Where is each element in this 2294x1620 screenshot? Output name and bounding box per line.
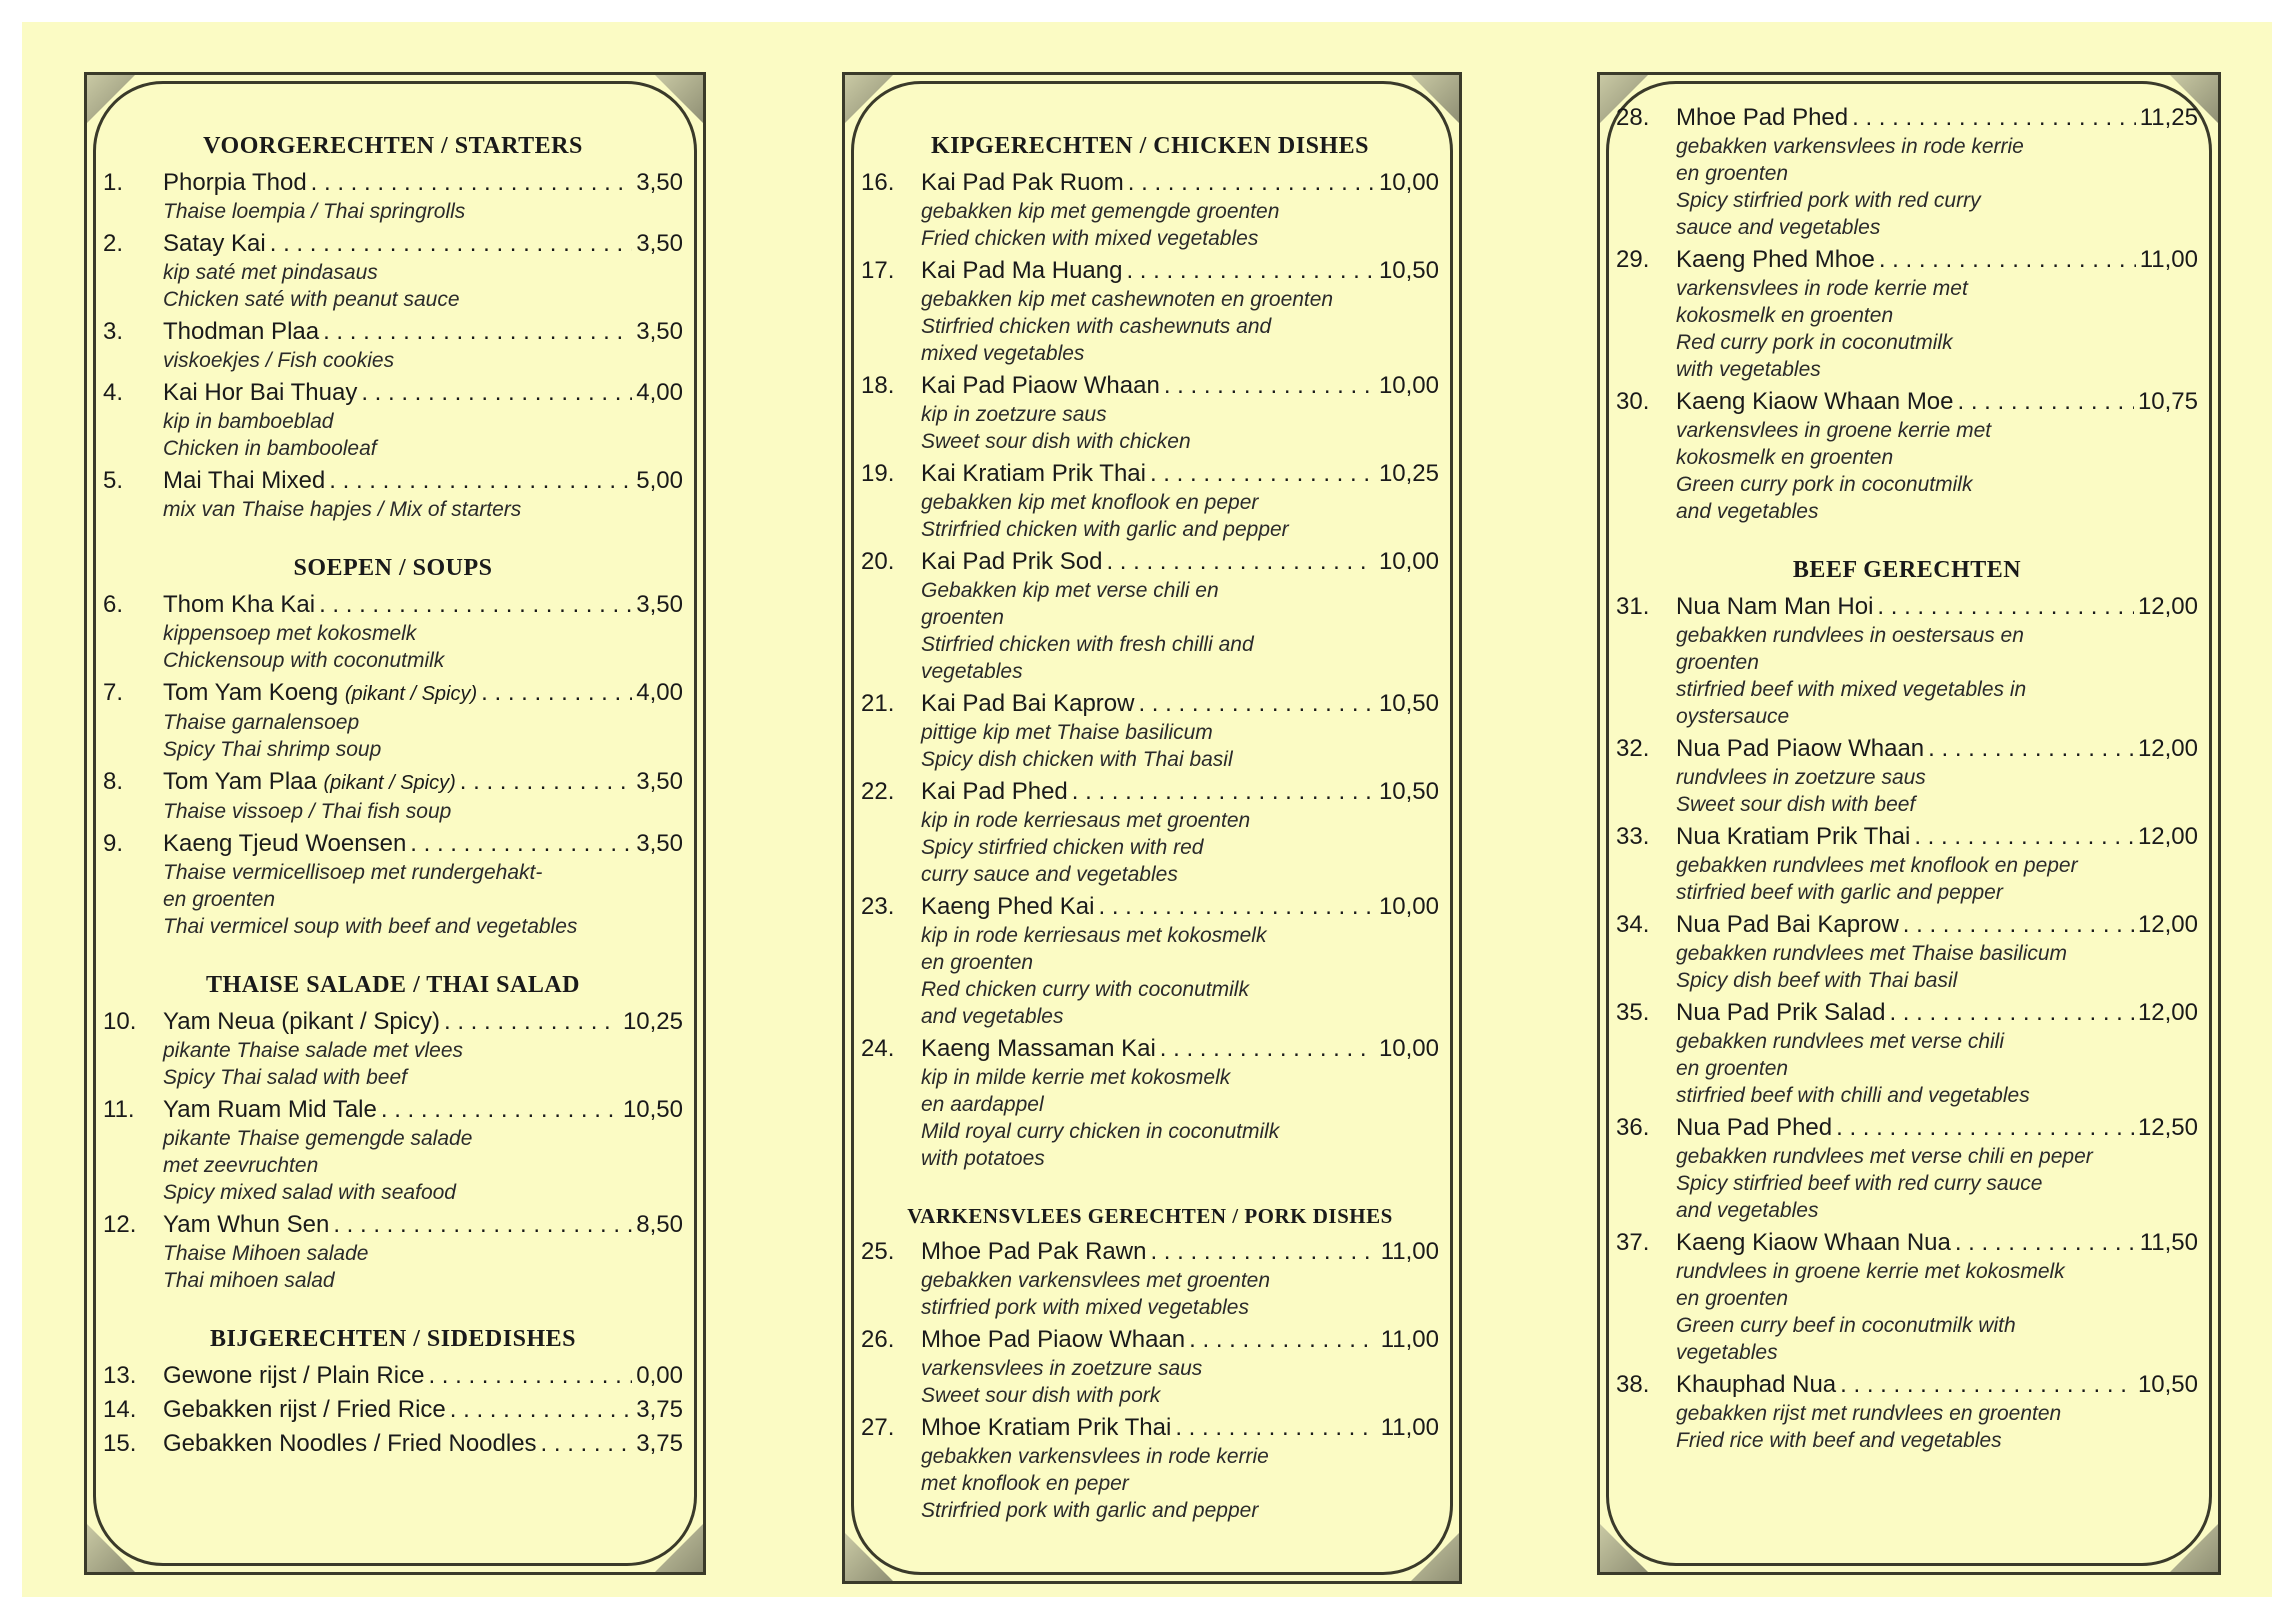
menu-item <box>861 1325 1439 1409</box>
item-price: 11,50 <box>2139 1229 2198 1256</box>
item-number: 16. <box>861 169 895 196</box>
item-description: Chicken saté with peanut sauce <box>163 288 460 311</box>
item-number: 3. <box>103 318 124 345</box>
item-price: 10,75 <box>2137 388 2198 415</box>
item-name: Nua Pad Prik Salad <box>1676 999 1886 1026</box>
item-number: 35. <box>1616 999 1650 1026</box>
item-description: gebakken varkensvlees met groenten <box>921 1269 1271 1292</box>
item-name: Nua Pad Bai Kaprow <box>1676 911 1899 938</box>
dot-leader <box>1106 547 1375 577</box>
dot-leader <box>361 378 632 408</box>
dot-leader <box>444 1007 619 1037</box>
item-description: en groenten <box>163 888 276 911</box>
item-number: 33. <box>1616 823 1650 850</box>
item-description: Chickensoup with coconutmilk <box>163 649 445 672</box>
item-description: Spicy stirfried pork with red curry <box>1676 189 1981 212</box>
item-name: Nua Nam Man Hoi <box>1676 593 1874 620</box>
dot-leader <box>323 317 632 347</box>
dot-leader <box>428 1361 632 1391</box>
item-name: Khauphad Nua <box>1676 1371 1837 1398</box>
item-description: and vegetables <box>1676 1199 1819 1222</box>
item-number: 28. <box>1616 104 1650 131</box>
item-number: 12. <box>103 1211 137 1238</box>
dot-leader <box>450 1395 633 1425</box>
item-price: 10,25 <box>622 1008 683 1035</box>
item-price: 3,75 <box>636 1396 683 1423</box>
item-price: 3,50 <box>636 230 683 257</box>
item-price: 10,00 <box>1378 1035 1439 1062</box>
item-description: Spicy stirfried chicken with red <box>921 836 1204 859</box>
item-number: 1. <box>103 169 124 196</box>
item-description: Green curry beef in coconutmilk with <box>1676 1314 2016 1337</box>
item-description: met zeevruchten <box>163 1154 319 1177</box>
item-number: 36. <box>1616 1114 1650 1141</box>
dot-leader <box>1150 459 1375 489</box>
dot-leader <box>1877 592 2134 622</box>
item-price: 10,50 <box>1378 690 1439 717</box>
item-description: Stirfried chicken with cashewnuts and <box>921 315 1272 338</box>
item-description: stirfried pork with mixed vegetables <box>921 1296 1249 1319</box>
menu-item <box>861 1237 1439 1321</box>
item-description: Sweet sour dish with beef <box>1676 793 1916 816</box>
item-description: viskoekjes / Fish cookies <box>163 349 395 372</box>
item-description: Gebakken kip met verse chili en <box>921 579 1219 602</box>
menu-item <box>861 168 1439 252</box>
dot-leader <box>1928 734 2134 764</box>
item-description: kippensoep met kokosmelk <box>163 622 417 645</box>
item-price: 10,00 <box>1378 169 1439 196</box>
item-number: 9. <box>103 830 124 857</box>
item-number: 2. <box>103 230 124 257</box>
item-price: 12,00 <box>2137 911 2198 938</box>
item-price: 10,00 <box>1378 548 1439 575</box>
menu-item <box>103 678 683 763</box>
item-description: kip in rode kerriesaus met kokosmelk <box>921 924 1267 947</box>
item-price: 12,00 <box>2137 999 2198 1026</box>
item-description: oystersauce <box>1676 705 1790 728</box>
item-description: gebakken rundvlees met verse chili en peper <box>1676 1145 2093 1168</box>
dot-leader <box>1072 777 1375 807</box>
item-description: Thai vermicel soup with beef and vegetables <box>163 915 578 938</box>
menu-sheet <box>22 22 2272 1597</box>
item-number: 38. <box>1616 1371 1650 1398</box>
section-heading: BIJGERECHTEN / SIDEDISHES <box>210 1326 576 1352</box>
item-price: 11,00 <box>1380 1414 1439 1441</box>
item-price: 11,00 <box>1380 1326 1439 1353</box>
menu-item <box>861 1034 1439 1172</box>
item-description: en aardappel <box>921 1093 1044 1116</box>
item-description: gebakken kip met knoflook en peper <box>921 491 1259 514</box>
item-number: 23. <box>861 893 895 920</box>
item-description: gebakken kip met cashewnoten en groenten <box>921 288 1334 311</box>
item-description: kip in rode kerriesaus met groenten <box>921 809 1251 832</box>
menu-item <box>1616 1370 2198 1454</box>
item-name: Kaeng Phed Mhoe <box>1676 246 1875 273</box>
menu-item <box>861 777 1439 888</box>
item-price: 3,50 <box>636 169 683 196</box>
item-description: Red chicken curry with coconutmilk <box>921 978 1249 1001</box>
item-description: en groenten <box>1676 1287 1789 1310</box>
item-name: Kaeng Tjeud Woensen <box>163 830 407 857</box>
item-description: sauce and vegetables <box>1676 216 1881 239</box>
dot-leader <box>319 590 632 620</box>
item-number: 30. <box>1616 388 1650 415</box>
item-description: pikante Thaise gemengde salade <box>163 1127 473 1150</box>
item-name: Phorpia Thod <box>163 169 307 196</box>
item-description: kip in bamboeblad <box>163 410 334 433</box>
item-name: Kaeng Massaman Kai <box>921 1035 1156 1062</box>
item-description: stirfried beef with garlic and pepper <box>1676 881 2003 904</box>
menu-item <box>103 1395 683 1425</box>
item-name: Gewone rijst / Plain Rice <box>163 1362 425 1389</box>
item-description: mixed vegetables <box>921 342 1085 365</box>
item-name: Gebakken Noodles / Fried Noodles <box>163 1430 537 1457</box>
item-name: Nua Kratiam Prik Thai <box>1676 823 1911 850</box>
item-description: Thaise loempia / Thai springrolls <box>163 200 466 223</box>
dot-leader <box>1958 387 2134 417</box>
menu-panel-left <box>84 72 706 1575</box>
item-description: pittige kip met Thaise basilicum <box>921 721 1213 744</box>
menu-panel-middle <box>842 72 1462 1584</box>
item-description: groenten <box>921 606 1004 629</box>
dot-leader <box>329 466 632 496</box>
menu-item <box>103 1210 683 1294</box>
item-description: Chicken in bambooleaf <box>163 437 377 460</box>
item-price: 10,50 <box>1378 778 1439 805</box>
item-number: 11. <box>103 1096 135 1123</box>
item-name: Tom Yam Koeng <box>163 679 339 706</box>
item-number: 29. <box>1616 246 1650 273</box>
section-heading: SOEPEN / SOUPS <box>293 555 493 581</box>
menu-item <box>1616 822 2198 906</box>
menu-item <box>861 1413 1439 1524</box>
dot-leader <box>1160 1034 1375 1064</box>
item-description: gebakken varkensvlees in rode kerrie <box>1676 135 2024 158</box>
item-description: Stirfried chicken with fresh chilli and <box>921 633 1254 656</box>
item-description: gebakken rijst met rundvlees en groenten <box>1676 1402 2062 1425</box>
dot-leader <box>1164 371 1375 401</box>
item-name: Yam Neua (pikant / Spicy) <box>163 1008 440 1035</box>
item-price: 3,75 <box>636 1430 683 1457</box>
dot-leader <box>1889 998 2133 1028</box>
item-number: 20. <box>861 548 895 575</box>
menu-panel-right <box>1597 72 2221 1575</box>
item-description: pikante Thaise salade met vlees <box>163 1039 463 1062</box>
item-number: 22. <box>861 778 895 805</box>
menu-item <box>1616 734 2198 818</box>
item-number: 8. <box>103 768 124 795</box>
menu-item <box>861 547 1439 685</box>
item-description: gebakken rundvlees met knoflook en peper <box>1676 854 2078 877</box>
item-description: Spicy Thai salad with beef <box>163 1066 407 1089</box>
item-description: Red curry pork in coconutmilk <box>1676 331 1953 354</box>
item-number: 21. <box>861 690 895 717</box>
item-description: gebakken varkensvlees in rode kerrie <box>921 1445 1269 1468</box>
menu-item <box>1616 998 2198 1109</box>
dot-leader <box>410 829 632 859</box>
item-description: gebakken kip met gemengde groenten <box>921 200 1280 223</box>
item-description: rundvlees in zoetzure saus <box>1676 766 1926 789</box>
dot-leader <box>1138 689 1374 719</box>
item-number: 34. <box>1616 911 1650 938</box>
item-price: 4,00 <box>636 379 683 406</box>
item-description: kip in zoetzure saus <box>921 403 1107 426</box>
item-description: en groenten <box>1676 1057 1789 1080</box>
dot-leader <box>1903 910 2134 940</box>
item-description: gebakken rundvlees in oestersaus en <box>1676 624 2024 647</box>
dot-leader <box>1852 103 2136 133</box>
item-name: Kaeng Kiaow Whaan Nua <box>1676 1229 1951 1256</box>
item-number: 7. <box>103 679 124 706</box>
item-description: Spicy dish chicken with Thai basil <box>921 748 1233 771</box>
item-name: Mai Thai Mixed <box>163 467 326 494</box>
item-description: stirfried beef with mixed vegetables in <box>1676 678 2027 701</box>
menu-item <box>103 590 683 674</box>
item-name: Yam Whun Sen <box>163 1211 330 1238</box>
item-name: Kai Pad Ma Huang <box>921 257 1123 284</box>
menu-item <box>1616 910 2198 994</box>
item-spice-note: (pikant / Spicy) <box>344 683 478 705</box>
item-number: 24. <box>861 1035 895 1062</box>
item-description: kip saté met pindasaus <box>163 261 378 284</box>
item-name: Kai Hor Bai Thuay <box>163 379 358 406</box>
dot-leader <box>270 229 633 259</box>
item-description: kip in milde kerrie met kokosmelk <box>921 1066 1231 1089</box>
dot-leader <box>1189 1325 1377 1355</box>
dot-leader <box>1150 1237 1376 1267</box>
item-description: Thaise garnalensoep <box>163 711 360 734</box>
menu-item <box>103 317 683 374</box>
menu-item <box>861 371 1439 455</box>
item-description: Sweet sour dish with pork <box>921 1384 1161 1407</box>
item-name: Mhoe Pad Piaow Whaan <box>921 1326 1186 1353</box>
menu-item <box>1616 245 2198 383</box>
item-description: gebakken rundvlees met verse chili <box>1676 1030 2005 1053</box>
item-description: Strirfried pork with garlic and pepper <box>921 1499 1259 1522</box>
menu-item <box>103 1429 683 1459</box>
section-heading: VARKENSVLEES GERECHTEN / PORK DISHES <box>907 1204 1393 1228</box>
section-heading: VOORGERECHTEN / STARTERS <box>203 133 583 159</box>
item-description: kokosmelk en groenten <box>1676 446 1894 469</box>
item-number: 37. <box>1616 1229 1650 1256</box>
dot-leader <box>1175 1413 1376 1443</box>
item-number: 27. <box>861 1414 895 1441</box>
item-name: Kaeng Phed Kai <box>921 893 1095 920</box>
item-description: with potatoes <box>921 1147 1045 1170</box>
item-price: 12,50 <box>2137 1114 2198 1141</box>
item-number: 4. <box>103 379 124 406</box>
item-name: Tom Yam Plaa <box>163 768 317 795</box>
item-price: 11,25 <box>2139 104 2198 131</box>
item-number: 32. <box>1616 735 1650 762</box>
item-description: Thaise vermicellisoep met rundergehakt- <box>163 861 543 884</box>
menu-item <box>1616 1228 2198 1366</box>
item-price: 0,00 <box>636 1362 683 1389</box>
item-description: varkensvlees in groene kerrie met <box>1676 419 1992 442</box>
item-name: Yam Ruam Mid Tale <box>163 1096 377 1123</box>
menu-item <box>103 1007 683 1091</box>
item-description: kokosmelk en groenten <box>1676 304 1894 327</box>
item-description: Thaise Mihoen salade <box>163 1242 369 1265</box>
item-description: Fried chicken with mixed vegetables <box>921 227 1259 250</box>
dot-leader <box>1914 822 2134 852</box>
item-description: vegetables <box>1676 1341 1778 1364</box>
menu-item <box>1616 1113 2198 1224</box>
item-description: mix van Thaise hapjes / Mix of starters <box>163 498 522 521</box>
item-description: rundvlees in groene kerrie met kokosmelk <box>1676 1260 2065 1283</box>
item-description: vegetables <box>921 660 1023 683</box>
item-name: Mhoe Kratiam Prik Thai <box>921 1414 1172 1441</box>
item-name: Mhoe Pad Pak Rawn <box>921 1238 1147 1265</box>
item-description: stirfried beef with chilli and vegetables <box>1676 1084 2030 1107</box>
dot-leader <box>1836 1113 2134 1143</box>
item-price: 10,00 <box>1378 372 1439 399</box>
item-price: 12,00 <box>2137 593 2198 620</box>
menu-item <box>103 829 683 940</box>
item-description: gebakken rundvlees met Thaise basilicum <box>1676 942 2068 965</box>
item-price: 11,00 <box>1380 1238 1439 1265</box>
dot-leader <box>1126 256 1374 286</box>
item-description: Spicy dish beef with Thai basil <box>1676 969 1958 992</box>
menu-item <box>103 1361 683 1391</box>
item-name: Kai Pad Bai Kaprow <box>921 690 1135 717</box>
item-name: Kai Pad Prik Sod <box>921 548 1103 575</box>
item-number: 26. <box>861 1326 895 1353</box>
dot-leader <box>333 1210 632 1240</box>
item-description: and vegetables <box>1676 500 1819 523</box>
item-number: 25. <box>861 1238 895 1265</box>
dot-leader <box>1955 1228 2136 1258</box>
item-name: Kai Kratiam Prik Thai <box>921 460 1146 487</box>
dot-leader <box>460 767 633 797</box>
dot-leader <box>311 168 633 198</box>
item-description: met knoflook en peper <box>921 1472 1129 1495</box>
item-number: 31. <box>1616 593 1650 620</box>
item-description: en groenten <box>1676 162 1789 185</box>
item-name: Thodman Plaa <box>163 318 320 345</box>
item-price: 10,50 <box>2137 1371 2198 1398</box>
item-price: 5,00 <box>636 467 683 494</box>
item-description: with vegetables <box>1676 358 1821 381</box>
item-description: Thai mihoen salad <box>163 1269 335 1292</box>
section-heading: KIPGERECHTEN / CHICKEN DISHES <box>931 133 1369 159</box>
item-description: Mild royal curry chicken in coconutmilk <box>921 1120 1280 1143</box>
item-name: Kai Pad Pak Ruom <box>921 169 1124 196</box>
dot-leader <box>541 1429 633 1459</box>
dot-leader <box>1128 168 1375 198</box>
item-description: Spicy stirfried beef with red curry sauce <box>1676 1172 2043 1195</box>
item-price: 3,50 <box>636 591 683 618</box>
item-number: 19. <box>861 460 895 487</box>
section-heading: THAISE SALADE / THAI SALAD <box>206 972 580 998</box>
item-name: Nua Pad Piaow Whaan <box>1676 735 1925 762</box>
menu-item <box>103 767 683 825</box>
menu-item <box>861 256 1439 367</box>
item-number: 13. <box>103 1362 137 1389</box>
dot-leader <box>1098 892 1374 922</box>
item-price: 3,50 <box>636 318 683 345</box>
section-heading: BEEF GERECHTEN <box>1792 557 2022 583</box>
menu-item <box>861 459 1439 543</box>
item-description: en groenten <box>921 951 1034 974</box>
item-description: Strirfried chicken with garlic and pepper <box>921 518 1289 541</box>
item-price: 10,25 <box>1378 460 1439 487</box>
item-name: Kai Pad Piaow Whaan <box>921 372 1160 399</box>
item-description: Sweet sour dish with chicken <box>921 430 1191 453</box>
item-number: 15. <box>103 1430 137 1457</box>
item-spice-note: (pikant / Spicy) <box>323 772 456 794</box>
menu-item <box>861 892 1439 1030</box>
item-price: 11,00 <box>2139 246 2198 273</box>
item-description: Green curry pork in coconutmilk <box>1676 473 1973 496</box>
menu-item <box>103 466 683 523</box>
item-price: 8,50 <box>636 1211 683 1238</box>
menu-item <box>103 378 683 462</box>
item-description: and vegetables <box>921 1005 1064 1028</box>
menu-item <box>1616 387 2198 525</box>
dot-leader <box>381 1095 619 1125</box>
item-name: Kaeng Kiaow Whaan Moe <box>1676 388 1954 415</box>
item-price: 10,50 <box>1378 257 1439 284</box>
menu-item <box>1616 592 2198 730</box>
dot-leader <box>1879 245 2136 275</box>
item-number: 6. <box>103 591 124 618</box>
menu-item <box>861 689 1439 773</box>
item-price: 10,00 <box>1378 893 1439 920</box>
item-name: Thom Kha Kai <box>163 591 316 618</box>
item-name: Mhoe Pad Phed <box>1676 104 1849 131</box>
item-number: 10. <box>103 1008 137 1035</box>
item-description: Fried rice with beef and vegetables <box>1676 1429 2002 1452</box>
item-number: 17. <box>861 257 895 284</box>
item-name: Satay Kai <box>163 230 266 257</box>
item-description: varkensvlees in rode kerrie met <box>1676 277 1968 300</box>
item-description: Thaise vissoep / Thai fish soup <box>163 800 452 823</box>
item-price: 12,00 <box>2137 735 2198 762</box>
item-price: 3,50 <box>636 768 683 795</box>
item-price: 3,50 <box>636 830 683 857</box>
item-price: 12,00 <box>2137 823 2198 850</box>
item-description: Spicy mixed salad with seafood <box>163 1181 456 1204</box>
item-name: Nua Pad Phed <box>1676 1114 1833 1141</box>
item-name: Gebakken rijst / Fried Rice <box>163 1396 446 1423</box>
menu-item <box>103 1095 683 1206</box>
item-number: 18. <box>861 372 895 399</box>
dot-leader <box>481 678 632 708</box>
dot-leader <box>1840 1370 2134 1400</box>
menu-item <box>103 229 683 313</box>
item-price: 10,50 <box>622 1096 683 1123</box>
item-description: varkensvlees in zoetzure saus <box>921 1357 1203 1380</box>
item-price: 4,00 <box>636 679 683 706</box>
item-description: curry sauce and vegetables <box>921 863 1178 886</box>
item-name: Kai Pad Phed <box>921 778 1068 805</box>
item-number: 14. <box>103 1396 137 1423</box>
item-description: Spicy Thai shrimp soup <box>163 738 382 761</box>
menu-item <box>103 168 683 225</box>
menu-item <box>1616 103 2198 241</box>
item-description: groenten <box>1676 651 1759 674</box>
item-number: 5. <box>103 467 124 494</box>
